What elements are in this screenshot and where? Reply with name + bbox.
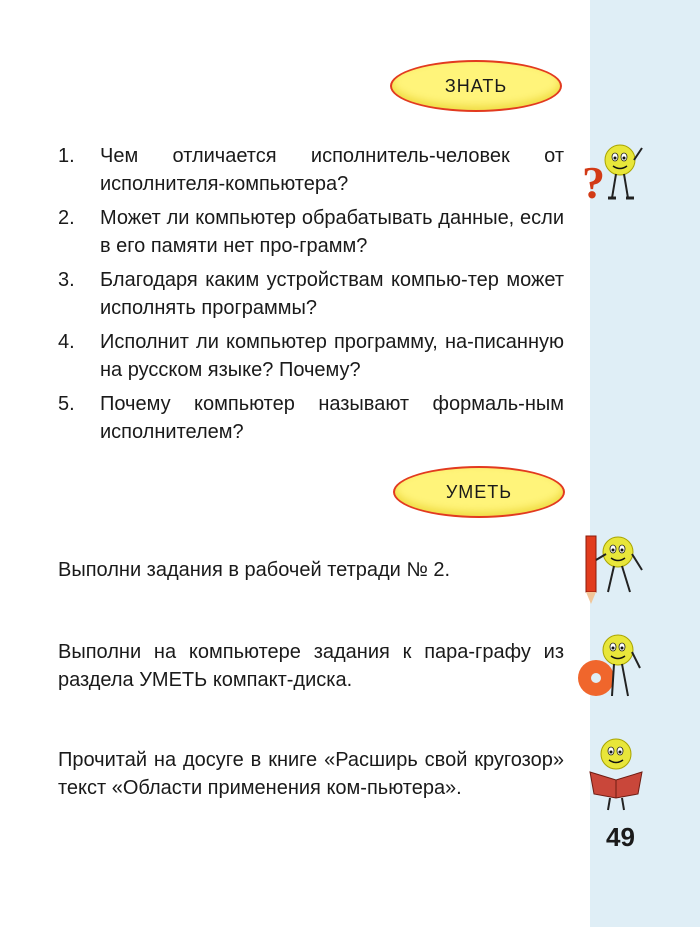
know-section-label: ЗНАТЬ <box>444 75 508 96</box>
question-item <box>58 390 564 446</box>
task-reading: Прочитай на досуге в книге «Расширь свой кругозор» текст «Области применения ком-пьютера». <box>58 749 564 799</box>
book-mascot-icon <box>584 736 648 812</box>
question-text: Благодаря каким устройствам компью-тер может исполнять программы? <box>100 269 564 319</box>
question-mascot-icon <box>578 140 648 212</box>
know-section-badge <box>390 60 562 112</box>
can-section-badge <box>393 466 565 518</box>
question-item <box>58 142 564 198</box>
task-computer: Выполни на компьютере задания к пара-графу из раздела УМЕТЬ компакт-диска. <box>58 641 564 691</box>
question-number: 5. <box>58 393 75 415</box>
question-item <box>58 266 564 322</box>
question-number: 3. <box>58 269 75 291</box>
questions-list <box>58 142 564 452</box>
question-item <box>58 204 564 260</box>
page-number: 49 <box>606 822 635 852</box>
svg-text:?: ? <box>582 157 605 208</box>
question-number: 4. <box>58 331 75 353</box>
question-text: Исполнит ли компьютер программу, на-писанную на русском языке? Почему? <box>100 331 564 381</box>
question-text: Может ли компьютер обрабатывать данные, если в его памяти нет про-грамм? <box>100 207 564 257</box>
disk-mascot-icon <box>574 630 646 704</box>
question-item <box>58 328 564 384</box>
question-number: 2. <box>58 207 75 229</box>
question-text: Почему компьютер называют формаль-ным исполнителем? <box>100 393 564 443</box>
can-section-label: УМЕТЬ <box>445 481 513 502</box>
task-workbook: Выполни задания в рабочей тетради № 2. <box>58 559 451 581</box>
pencil-mascot-icon <box>580 530 650 606</box>
question-number: 1. <box>58 145 75 167</box>
question-text: Чем отличается исполнитель-человек от исполнителя-компьютера? <box>100 145 564 195</box>
